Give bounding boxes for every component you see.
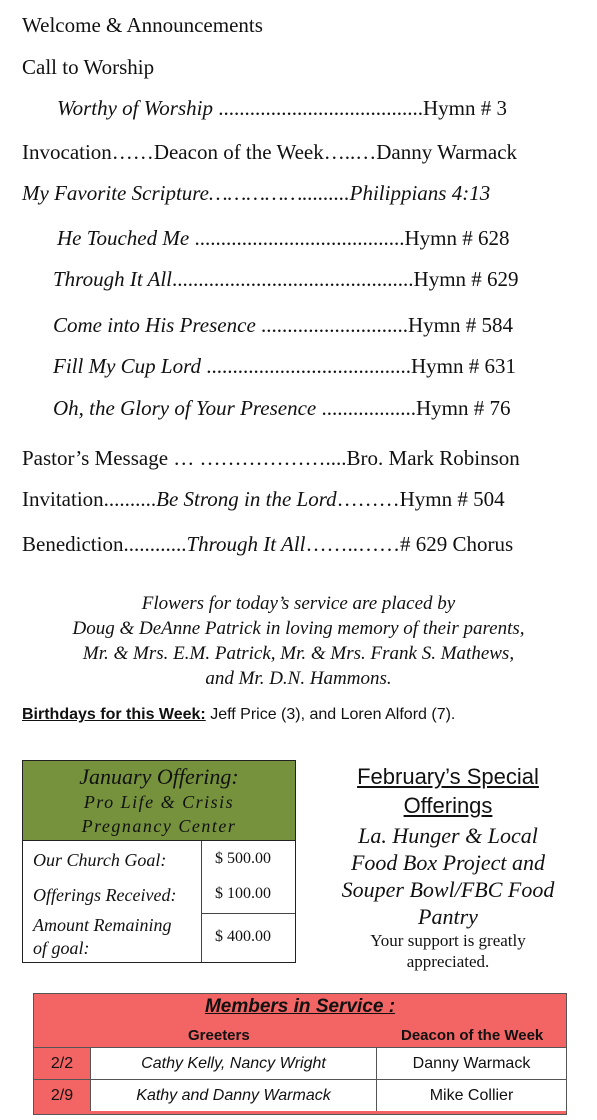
- row-date: 2/9: [34, 1080, 91, 1111]
- leader-dots: ……..……: [305, 532, 401, 556]
- remaining-label: [33, 914, 171, 960]
- worthy-line: [57, 96, 507, 120]
- january-offering-header: [23, 761, 295, 841]
- scripture-line: [22, 181, 490, 205]
- greeters-header: Greeters: [188, 1027, 250, 1044]
- invocation-label: Invocation……: [22, 140, 154, 164]
- flowers-line: and Mr. D.N. Hammons.: [205, 668, 392, 689]
- presence-line: [53, 313, 513, 337]
- song-title: Be Strong in the Lord: [156, 487, 337, 511]
- leader-dots: ..............................................: [172, 267, 414, 291]
- deacon-label: Deacon of the Week…..…: [153, 140, 377, 164]
- february-cause-line: Souper Bowl/FBC Food: [341, 877, 555, 902]
- members-in-service-table: [33, 993, 567, 1115]
- pastor-name: Bro. Mark Robinson: [346, 446, 520, 470]
- table-row: [34, 1079, 566, 1111]
- birthdays-label: Birthdays for this Week:: [22, 706, 206, 723]
- january-offering-cause: Pregnancy Center: [81, 816, 237, 836]
- remaining-label-line: Amount Remaining: [33, 915, 172, 935]
- song-title: Through It All: [186, 532, 306, 556]
- invitation-line: [22, 487, 505, 511]
- goal-amount: $ 500.00: [215, 850, 271, 867]
- row-deacon: Danny Warmack: [377, 1048, 566, 1079]
- flowers-note: [0, 591, 597, 691]
- invocation-line: [22, 140, 517, 164]
- song-title: Come into His Presence: [53, 313, 256, 337]
- hymn-ref: Hymn # 628: [404, 226, 510, 250]
- flowers-line: Mr. & Mrs. E.M. Patrick, Mr. & Mrs. Frank S. Mathews,: [82, 643, 515, 664]
- row-greeters: Cathy Kelly, Nancy Wright: [91, 1048, 377, 1079]
- leader-dots: .......................................: [212, 96, 423, 120]
- call-to-worship: Call to Worship: [22, 55, 155, 79]
- goal-label: Our Church Goal:: [33, 850, 167, 870]
- members-title: Members in Service :: [204, 996, 396, 1017]
- january-offering-cause: Pro Life & Crisis: [83, 792, 235, 812]
- hymn-ref: # 629 Chorus: [400, 532, 514, 556]
- hymn-ref: Hymn # 504: [399, 487, 505, 511]
- touched-line: [57, 226, 509, 250]
- birthdays: [22, 706, 455, 724]
- hymn-ref: Hymn # 629: [413, 267, 519, 291]
- february-cause-line: Food Box Project and: [350, 850, 546, 875]
- pastor-label: Pastor’s Message … ………………....: [22, 446, 347, 470]
- divider: [201, 913, 295, 914]
- through-line: [53, 267, 519, 291]
- invitation-label: Invitation..........: [22, 487, 157, 511]
- glory-line: [53, 396, 511, 420]
- benediction-label: Benediction............: [22, 532, 187, 556]
- leader-dots: ........................................: [189, 226, 405, 250]
- february-title: February’s Special: [357, 764, 539, 789]
- leader-dots: ………: [336, 487, 400, 511]
- song-title: Fill My Cup Lord: [53, 354, 201, 378]
- february-support: Your support is greatly: [370, 931, 526, 950]
- cup-line: [53, 354, 516, 378]
- benediction-line: [22, 532, 513, 556]
- row-date: 2/2: [34, 1048, 91, 1079]
- remaining-amount: $ 400.00: [215, 928, 271, 945]
- february-support: appreciated.: [406, 952, 490, 971]
- welcome-announcements: Welcome & Announcements: [22, 13, 263, 37]
- hymn-ref: Hymn # 584: [408, 313, 514, 337]
- song-title: Oh, the Glory of Your Presence: [53, 396, 317, 420]
- leader-dots: .......................................: [200, 354, 411, 378]
- song-title: Through It All: [53, 267, 173, 291]
- january-offering-box: [22, 760, 296, 963]
- row-greeters: Kathy and Danny Warmack: [91, 1080, 377, 1111]
- flowers-line: Doug & DeAnne Patrick in loving memory of their parents,: [72, 618, 525, 639]
- received-amount: $ 100.00: [215, 885, 271, 902]
- february-cause-line: La. Hunger & Local: [358, 823, 538, 848]
- february-cause-line: Pantry: [418, 904, 478, 929]
- deacon-name: Danny Warmack: [376, 140, 518, 164]
- divider: [201, 841, 202, 962]
- deacon-header: Deacon of the Week: [401, 1027, 544, 1044]
- birthdays-text: Jeff Price (3), and Loren Alford (7).: [210, 706, 456, 723]
- scripture-label: My Favorite Scripture…………….........: [22, 181, 350, 205]
- received-label: Offerings Received:: [33, 885, 177, 905]
- table-row: [34, 1047, 566, 1079]
- leader-dots: ..................: [316, 396, 416, 420]
- remaining-label-line: of goal:: [33, 938, 90, 958]
- hymn-ref: Hymn # 631: [410, 354, 516, 378]
- february-title: Offerings: [403, 793, 493, 818]
- flowers-line: Flowers for today’s service are placed by: [141, 593, 456, 614]
- scripture-ref: Philippians 4:13: [349, 181, 491, 205]
- january-offering-title: January Offering:: [79, 764, 239, 789]
- hymn-ref: Hymn # 3: [422, 96, 507, 120]
- song-title: Worthy of Worship: [57, 96, 213, 120]
- song-title: He Touched Me: [57, 226, 190, 250]
- hymn-ref: Hymn # 76: [416, 396, 511, 420]
- leader-dots: ............................: [255, 313, 409, 337]
- pastor-line: [22, 446, 520, 470]
- row-deacon: Mike Collier: [377, 1080, 566, 1111]
- february-offerings: [312, 762, 584, 972]
